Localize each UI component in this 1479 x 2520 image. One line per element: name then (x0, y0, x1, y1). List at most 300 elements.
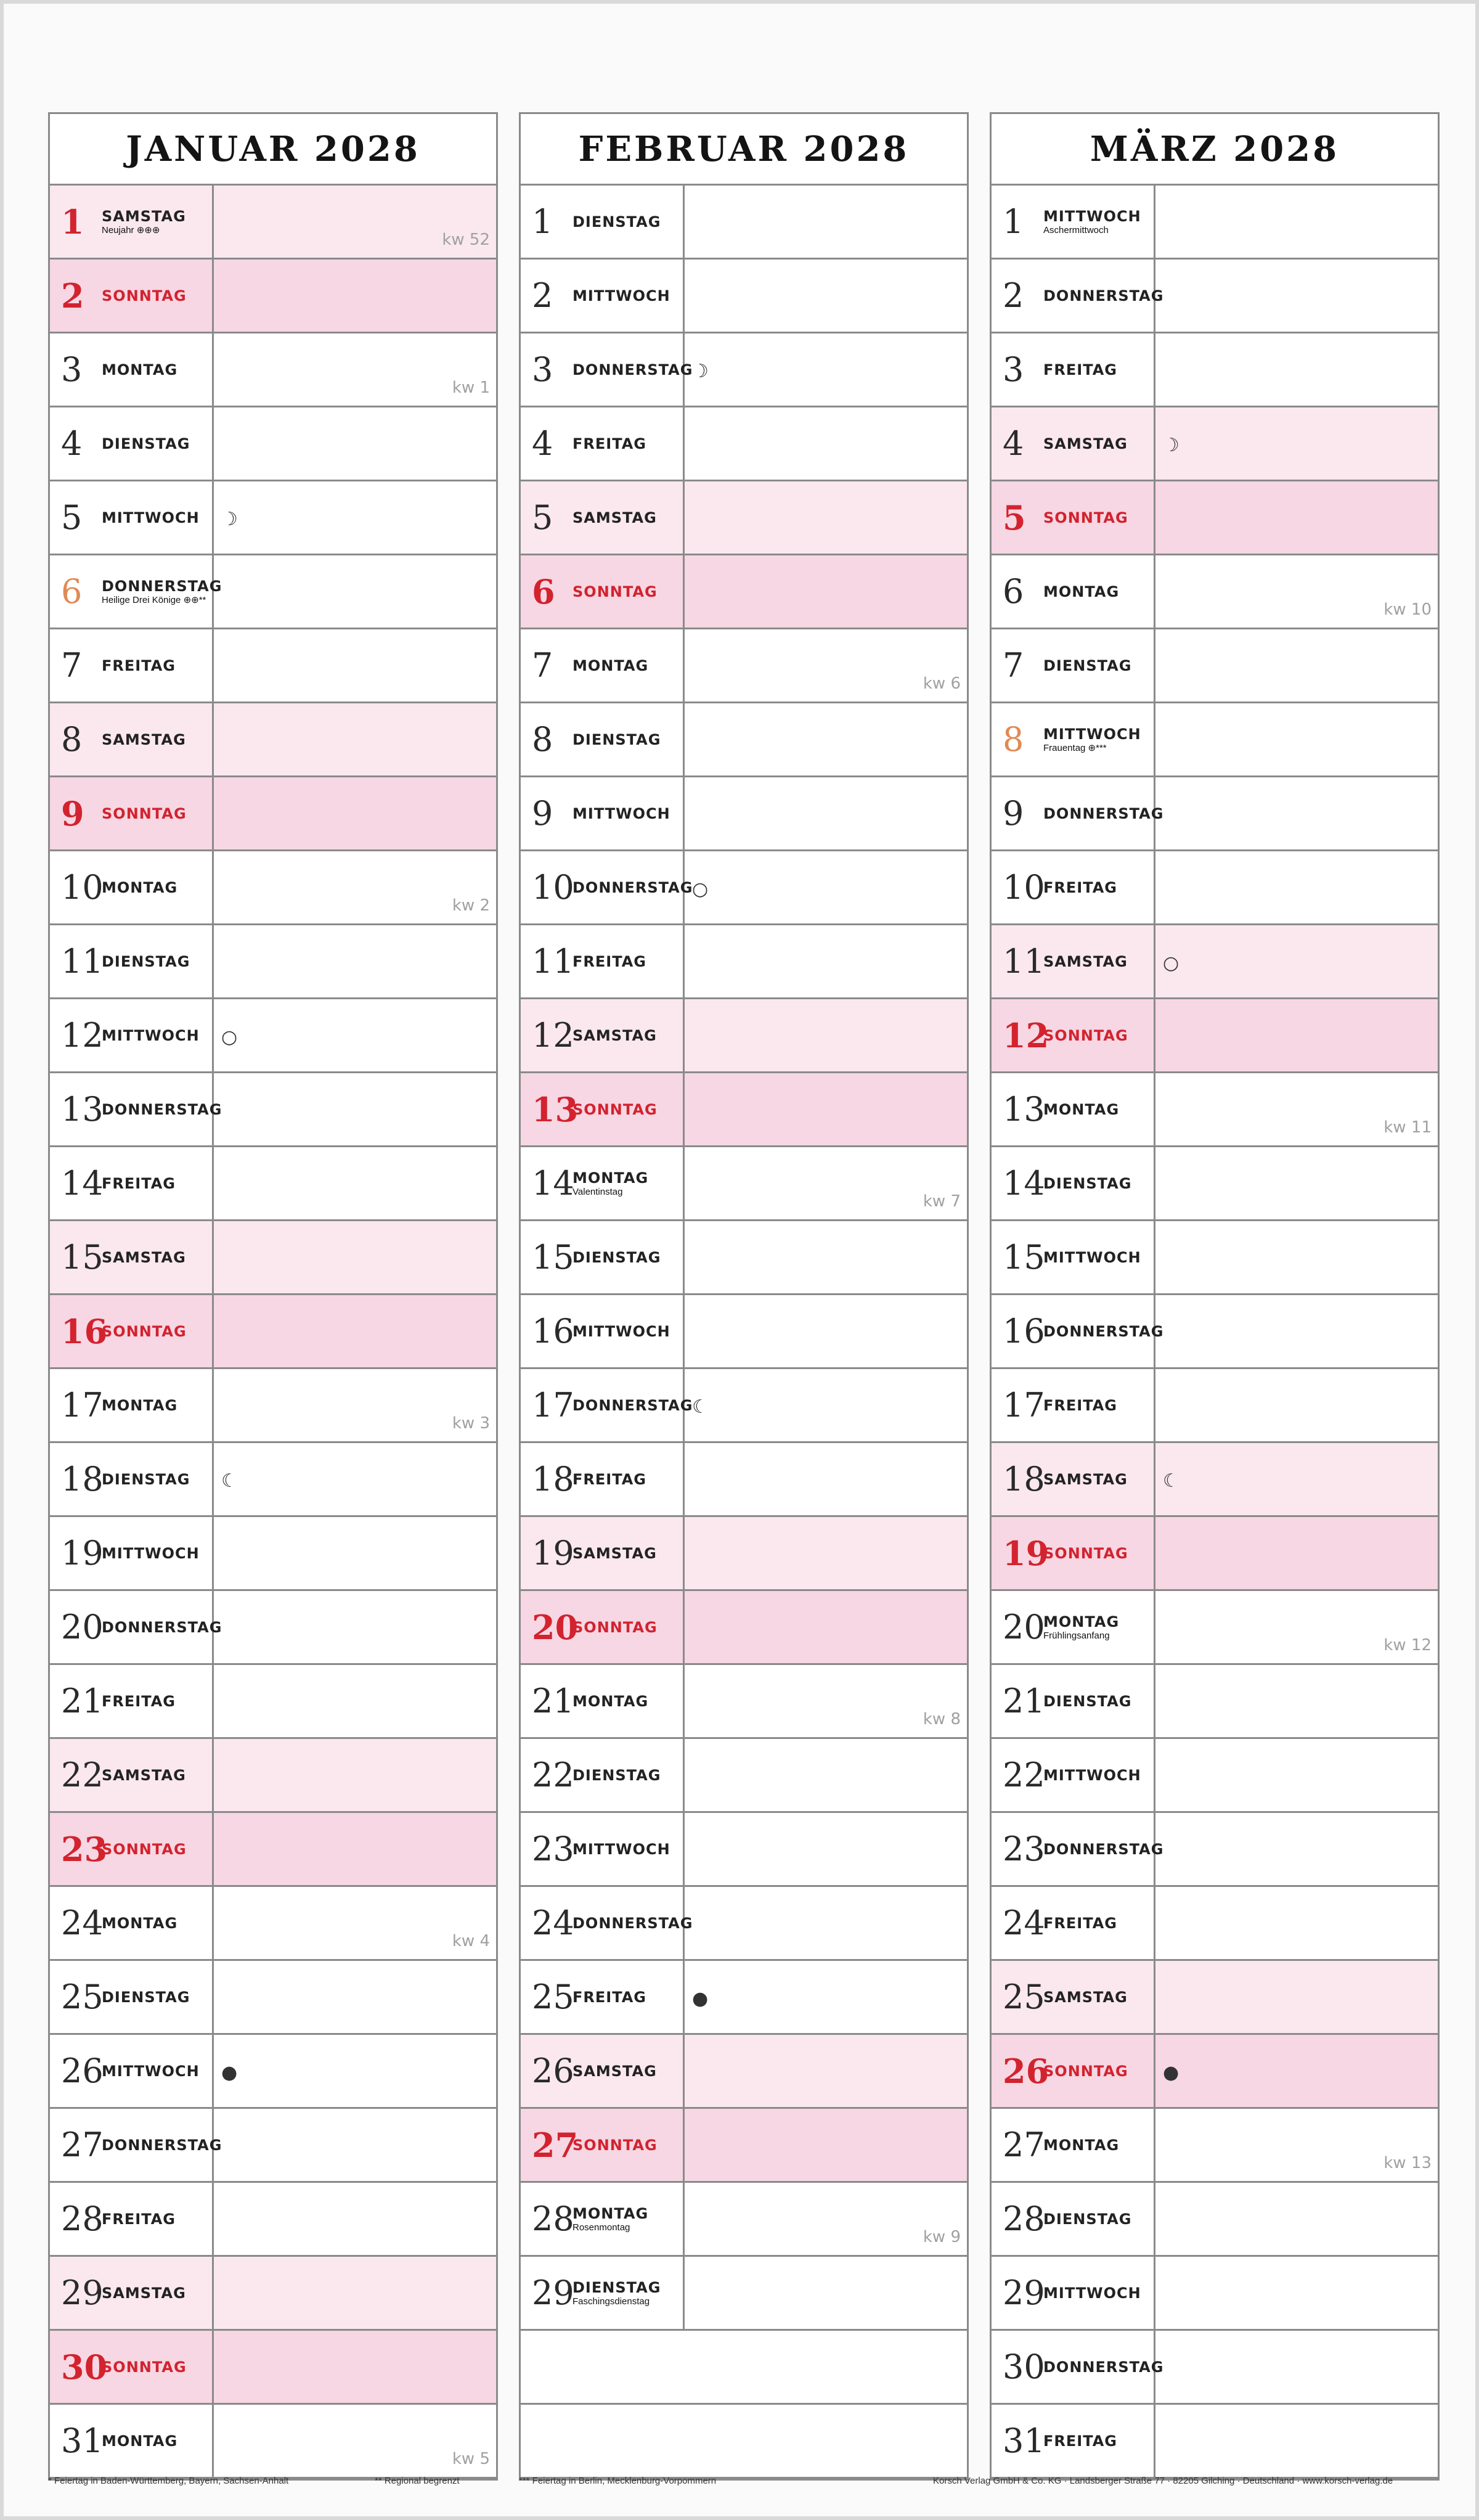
day-row[interactable] (521, 777, 967, 851)
weekday-label: DONNERSTAG (572, 878, 693, 896)
day-row[interactable] (50, 186, 496, 260)
weekday-block (1043, 1249, 1141, 1266)
day-row[interactable] (992, 851, 1438, 925)
entry-area[interactable] (1155, 851, 1438, 923)
day-row[interactable] (992, 481, 1438, 555)
full-moon-icon: ○ (1163, 952, 1180, 974)
day-number: 31 (1003, 2421, 1045, 2460)
day-cell (992, 777, 1164, 849)
entry-area[interactable] (685, 999, 967, 1071)
day-number: 14 (1003, 1163, 1045, 1203)
weekday-block (1043, 208, 1141, 235)
day-row[interactable] (521, 481, 967, 555)
day-row[interactable] (992, 2257, 1438, 2331)
entry-area[interactable] (214, 1739, 496, 1811)
entry-area[interactable] (214, 1517, 496, 1589)
day-number: 8 (61, 719, 83, 759)
entry-area[interactable] (1155, 186, 1438, 258)
day-number: 1 (532, 202, 553, 241)
weekday-block (572, 1169, 648, 1197)
day-row[interactable] (521, 1591, 967, 1665)
day-cell (50, 925, 214, 997)
entry-area[interactable] (214, 1813, 496, 1885)
day-number: 23 (532, 1829, 574, 1868)
entry-area[interactable] (685, 1591, 967, 1663)
day-row[interactable] (521, 1443, 967, 1517)
entry-area[interactable] (685, 629, 967, 702)
day-number: 11 (61, 941, 104, 981)
entry-area[interactable] (1155, 925, 1438, 997)
day-row[interactable] (521, 1517, 967, 1591)
entry-area[interactable] (214, 481, 496, 554)
day-row[interactable] (50, 1221, 496, 1295)
entry-area[interactable] (214, 1443, 496, 1515)
weekday-block (1043, 2211, 1131, 2228)
weekday-block (1043, 805, 1163, 822)
weekday-block (572, 1545, 657, 1562)
entry-area[interactable] (214, 1591, 496, 1663)
weekday-block (572, 435, 646, 452)
day-row[interactable] (521, 1221, 967, 1295)
day-row[interactable] (50, 1887, 496, 1961)
day-row[interactable] (992, 1221, 1438, 1295)
entry-area[interactable] (214, 925, 496, 997)
weekday-label: MONTAG (572, 2204, 649, 2222)
day-row[interactable] (50, 1073, 496, 1147)
weekday-label: SONNTAG (572, 583, 658, 600)
weekday-block (572, 2279, 661, 2307)
entry-area[interactable] (214, 2257, 496, 2329)
weekday-block (1043, 435, 1128, 452)
entry-area[interactable] (1155, 1961, 1438, 2033)
day-cell (992, 1813, 1164, 1885)
entry-area[interactable] (214, 1295, 496, 1367)
day-number: 15 (1003, 1237, 1045, 1277)
weekday-block (102, 1767, 186, 1784)
entry-area[interactable] (214, 407, 496, 480)
entry-area[interactable] (1155, 1517, 1438, 1589)
weekday-block (1043, 2285, 1141, 2302)
entry-area[interactable] (685, 1665, 967, 1737)
day-row[interactable] (50, 260, 496, 333)
entry-area[interactable] (214, 1147, 496, 1219)
entry-area[interactable] (685, 851, 967, 923)
day-row[interactable] (50, 851, 496, 925)
day-row[interactable] (992, 2035, 1438, 2109)
day-row[interactable] (521, 407, 967, 481)
day-row[interactable] (50, 481, 496, 555)
entry-area[interactable] (685, 1887, 967, 1959)
day-number: 5 (1003, 497, 1026, 538)
holiday-note: Rosenmontag (572, 2222, 630, 2233)
day-row[interactable] (992, 629, 1438, 703)
entry-area[interactable] (214, 629, 496, 702)
day-row[interactable] (50, 2257, 496, 2331)
weekday-block (102, 287, 187, 305)
day-row[interactable] (521, 851, 967, 925)
weekday-label: MITTWOCH (102, 2062, 200, 2080)
day-row[interactable] (521, 2035, 967, 2109)
entry-area[interactable] (685, 1221, 967, 1293)
entry-area[interactable] (1155, 333, 1438, 406)
entry-area[interactable] (214, 2035, 496, 2107)
weekday-block (1043, 2358, 1163, 2376)
day-row[interactable] (521, 925, 967, 999)
entry-area[interactable] (685, 1739, 967, 1811)
day-row[interactable] (521, 2183, 967, 2257)
day-cell (521, 260, 685, 332)
entry-area[interactable] (1155, 1073, 1438, 1145)
weekday-label: SONNTAG (1043, 1544, 1128, 1562)
day-row[interactable] (992, 703, 1438, 777)
weekday-label: SAMSTAG (1043, 435, 1128, 452)
day-row[interactable] (521, 1887, 967, 1961)
day-row[interactable] (521, 703, 967, 777)
new-moon-icon: ● (1163, 2062, 1180, 2084)
entry-area[interactable] (1155, 777, 1438, 849)
holiday-note: Faschingsdienstag (572, 2296, 650, 2307)
day-number: 20 (532, 1607, 579, 1647)
entry-area[interactable] (214, 777, 496, 849)
weekday-label: DIENSTAG (102, 952, 190, 970)
weekday-block (572, 1989, 646, 2006)
entry-area[interactable] (685, 777, 967, 849)
day-number: 27 (1003, 2125, 1045, 2164)
day-cell (521, 2109, 685, 2181)
day-number: 23 (1003, 1829, 1045, 1868)
day-number: 22 (61, 1755, 104, 1794)
weekday-block (1043, 509, 1128, 526)
weekday-block (572, 1767, 661, 1784)
empty-day-row[interactable] (521, 2405, 967, 2479)
last-quarter-moon-icon: ☾ (1163, 1470, 1180, 1492)
entry-area[interactable] (1155, 2405, 1438, 2477)
day-row[interactable] (50, 1665, 496, 1739)
weekday-label: SAMSTAG (572, 1026, 657, 1044)
full-moon-icon: ○ (221, 1026, 238, 1048)
weekday-label: DONNERSTAG (1043, 287, 1164, 305)
footnote-3: *** Feiertag in Berlin, Mecklenburg-Vorpommern (519, 2476, 717, 2486)
month-rows (521, 186, 967, 2479)
day-row[interactable] (50, 555, 496, 629)
day-cell (50, 1147, 214, 1219)
entry-area[interactable] (1155, 1443, 1438, 1515)
day-cell (521, 1813, 685, 1885)
day-cell (521, 2257, 685, 2329)
entry-area[interactable] (685, 2257, 967, 2329)
weekday-label: MITTWOCH (1043, 725, 1141, 743)
weekday-label: FREITAG (572, 952, 646, 970)
entry-area[interactable] (214, 2183, 496, 2255)
weekday-block (572, 213, 661, 231)
month-title: MÄRZ 2028 (992, 114, 1438, 186)
day-cell (50, 703, 214, 775)
entry-area[interactable] (1155, 629, 1438, 702)
entry-area[interactable] (214, 260, 496, 332)
day-row[interactable] (50, 999, 496, 1073)
day-number: 18 (532, 1459, 574, 1499)
entry-area[interactable] (214, 2331, 496, 2403)
empty-day-row[interactable] (521, 2331, 967, 2405)
day-row[interactable] (50, 703, 496, 777)
day-row[interactable] (992, 1147, 1438, 1221)
day-row[interactable] (992, 2331, 1438, 2405)
day-cell (50, 1443, 214, 1515)
entry-area[interactable] (685, 407, 967, 480)
entry-area[interactable] (685, 481, 967, 554)
day-number: 15 (61, 1237, 104, 1277)
day-row[interactable] (50, 2109, 496, 2183)
day-cell (521, 555, 685, 628)
day-row[interactable] (50, 407, 496, 481)
day-cell (992, 1739, 1155, 1811)
day-row[interactable] (50, 1147, 496, 1221)
weekday-label: MONTAG (572, 657, 649, 674)
entry-area[interactable] (1155, 1147, 1438, 1219)
day-row[interactable] (992, 1073, 1438, 1147)
day-row[interactable] (50, 1739, 496, 1813)
weekday-block (102, 1619, 222, 1636)
day-row[interactable] (521, 1739, 967, 1813)
entry-area[interactable] (1155, 407, 1438, 480)
day-row[interactable] (50, 1591, 496, 1665)
weekday-block (572, 879, 693, 896)
entry-area[interactable] (685, 555, 967, 628)
entry-area[interactable] (1155, 2331, 1438, 2403)
weekday-label: SONNTAG (102, 804, 187, 822)
entry-area[interactable] (685, 2183, 967, 2255)
day-row[interactable] (521, 2257, 967, 2331)
entry-area[interactable] (214, 1369, 496, 1441)
day-number: 8 (532, 719, 553, 759)
weekday-block (1043, 1989, 1128, 2006)
day-row[interactable] (50, 1813, 496, 1887)
entry-area[interactable] (685, 1517, 967, 1589)
day-row[interactable] (50, 1295, 496, 1369)
day-row[interactable] (50, 1369, 496, 1443)
day-row[interactable] (992, 260, 1438, 333)
entry-area[interactable] (1155, 2183, 1438, 2255)
weekday-label: DONNERSTAG (572, 361, 693, 378)
day-number: 30 (61, 2347, 108, 2387)
entry-area[interactable] (1155, 703, 1438, 775)
day-row[interactable] (992, 333, 1438, 407)
day-row[interactable] (992, 1665, 1438, 1739)
weekday-label: DIENSTAG (102, 435, 190, 452)
day-cell (992, 2035, 1155, 2107)
day-row[interactable] (992, 555, 1438, 629)
entry-area[interactable] (1155, 1295, 1438, 1367)
calendar-week-label: kw 9 (923, 2228, 961, 2246)
entry-area[interactable] (214, 555, 496, 628)
entry-area[interactable] (685, 1295, 967, 1367)
day-row[interactable] (992, 2183, 1438, 2257)
weekday-label: DONNERSTAG (102, 577, 222, 595)
entry-area[interactable] (685, 925, 967, 997)
weekday-label: MONTAG (1043, 583, 1120, 600)
entry-area[interactable] (685, 1147, 967, 1219)
entry-area[interactable] (214, 186, 496, 258)
day-cell (50, 2405, 214, 2477)
day-row[interactable] (992, 777, 1438, 851)
day-row[interactable] (521, 1961, 967, 2035)
entry-area[interactable] (1155, 1813, 1438, 1885)
day-row[interactable] (521, 186, 967, 260)
day-cell (50, 555, 222, 628)
entry-area[interactable] (685, 1443, 967, 1515)
entry-area[interactable] (1155, 260, 1438, 332)
day-row[interactable] (992, 1813, 1438, 1887)
entry-area[interactable] (214, 2405, 496, 2477)
entry-area[interactable] (1155, 1887, 1438, 1959)
entry-area[interactable] (1155, 555, 1438, 628)
day-row[interactable] (521, 1073, 967, 1147)
day-row[interactable] (992, 407, 1438, 481)
day-row[interactable] (521, 1147, 967, 1221)
day-row[interactable] (992, 1369, 1438, 1443)
day-cell (992, 1295, 1164, 1367)
entry-area[interactable] (685, 333, 967, 406)
entry-area[interactable] (1155, 481, 1438, 554)
entry-area[interactable] (685, 1369, 967, 1441)
day-row[interactable] (521, 999, 967, 1073)
day-row[interactable] (992, 1887, 1438, 1961)
day-number: 6 (532, 571, 555, 612)
day-row[interactable] (521, 555, 967, 629)
entry-area[interactable] (685, 260, 967, 332)
day-row[interactable] (50, 2035, 496, 2109)
weekday-label: SAMSTAG (1043, 1470, 1128, 1488)
day-row[interactable] (50, 2183, 496, 2257)
day-row[interactable] (992, 925, 1438, 999)
weekday-label: MONTAG (1043, 1100, 1120, 1118)
day-row[interactable] (521, 1665, 967, 1739)
day-row[interactable] (992, 1739, 1438, 1813)
weekday-block (1043, 1693, 1131, 1710)
weekday-label: SAMSTAG (102, 2284, 186, 2302)
day-number: 28 (532, 2199, 574, 2238)
entry-area[interactable] (1155, 1739, 1438, 1811)
day-row[interactable] (992, 1517, 1438, 1591)
entry-area[interactable] (1155, 999, 1438, 1071)
day-row[interactable] (50, 2405, 496, 2479)
calendar-week-label: kw 13 (1383, 2154, 1432, 2172)
day-row[interactable] (521, 2109, 967, 2183)
day-row[interactable] (50, 925, 496, 999)
day-row[interactable] (992, 999, 1438, 1073)
entry-area[interactable] (1155, 1221, 1438, 1293)
entry-area[interactable] (214, 1073, 496, 1145)
entry-area[interactable] (685, 186, 967, 258)
day-number: 24 (532, 1903, 574, 1942)
entry-area[interactable] (214, 1221, 496, 1293)
day-row[interactable] (50, 2331, 496, 2405)
entry-area[interactable] (685, 703, 967, 775)
entry-area[interactable] (1155, 1665, 1438, 1737)
entry-area[interactable] (1155, 1369, 1438, 1441)
day-number: 25 (1003, 1977, 1045, 2016)
day-row[interactable] (50, 629, 496, 703)
entry-area[interactable] (685, 1073, 967, 1145)
day-row[interactable] (992, 1591, 1438, 1665)
day-row[interactable] (521, 1369, 967, 1443)
first-quarter-moon-icon: ☽ (221, 509, 238, 530)
day-row[interactable] (521, 333, 967, 407)
day-row[interactable] (992, 2109, 1438, 2183)
day-row[interactable] (521, 1295, 967, 1369)
day-row[interactable] (992, 1295, 1438, 1369)
day-cell (50, 2257, 214, 2329)
entry-area[interactable] (685, 1813, 967, 1885)
day-cell (992, 2183, 1155, 2255)
day-cell (521, 333, 693, 406)
publisher-imprint: Korsch Verlag GmbH & Co. KG · Landsberger Straße 77 · 82205 Gilching · Deutschland · www.korsch-verlag.de (933, 2476, 1393, 2486)
entry-area[interactable] (214, 1665, 496, 1737)
day-row[interactable] (521, 1813, 967, 1887)
weekday-label: DIENSTAG (1043, 657, 1132, 674)
last-quarter-moon-icon: ☾ (692, 1396, 709, 1418)
weekday-block (1043, 1767, 1141, 1784)
entry-area[interactable] (214, 703, 496, 775)
day-row[interactable] (992, 186, 1438, 260)
day-row[interactable] (50, 777, 496, 851)
weekday-block (572, 1249, 661, 1266)
weekday-label: SAMSTAG (572, 2062, 657, 2080)
day-row[interactable] (50, 1961, 496, 2035)
day-cell (992, 2405, 1155, 2477)
weekday-label: FREITAG (1043, 1914, 1117, 1932)
weekday-block (102, 1841, 187, 1858)
entry-area[interactable] (1155, 2109, 1438, 2181)
entry-area[interactable] (685, 1961, 967, 2033)
day-number: 30 (1003, 2347, 1045, 2386)
weekday-label: SAMSTAG (102, 1766, 186, 1784)
entry-area[interactable] (214, 851, 496, 923)
day-cell (521, 1221, 685, 1293)
day-cell (50, 2183, 214, 2255)
weekday-block (1043, 361, 1117, 378)
entry-area[interactable] (214, 999, 496, 1071)
day-row[interactable] (992, 1961, 1438, 2035)
day-number: 2 (532, 276, 553, 315)
month-rows (50, 186, 496, 2479)
day-row[interactable] (521, 260, 967, 333)
month-rows (992, 186, 1438, 2479)
weekday-block (1043, 1101, 1119, 1118)
day-number: 6 (1003, 571, 1024, 611)
entry-area[interactable] (685, 2035, 967, 2107)
entry-area[interactable] (1155, 1591, 1438, 1663)
weekday-block (572, 1027, 657, 1044)
day-row[interactable] (50, 333, 496, 407)
day-row[interactable] (50, 1443, 496, 1517)
entry-area[interactable] (214, 2109, 496, 2181)
entry-area[interactable] (214, 333, 496, 406)
entry-area[interactable] (214, 1961, 496, 2033)
entry-area[interactable] (685, 2109, 967, 2181)
day-cell (50, 260, 214, 332)
day-row[interactable] (992, 1443, 1438, 1517)
weekday-label: SONNTAG (102, 2358, 187, 2376)
entry-area[interactable] (1155, 2035, 1438, 2107)
day-row[interactable] (50, 1517, 496, 1591)
weekday-block (1043, 1397, 1117, 1414)
entry-area[interactable] (1155, 2257, 1438, 2329)
day-row[interactable] (521, 629, 967, 703)
day-row[interactable] (992, 2405, 1438, 2479)
entry-area[interactable] (214, 1887, 496, 1959)
day-cell (50, 1665, 214, 1737)
